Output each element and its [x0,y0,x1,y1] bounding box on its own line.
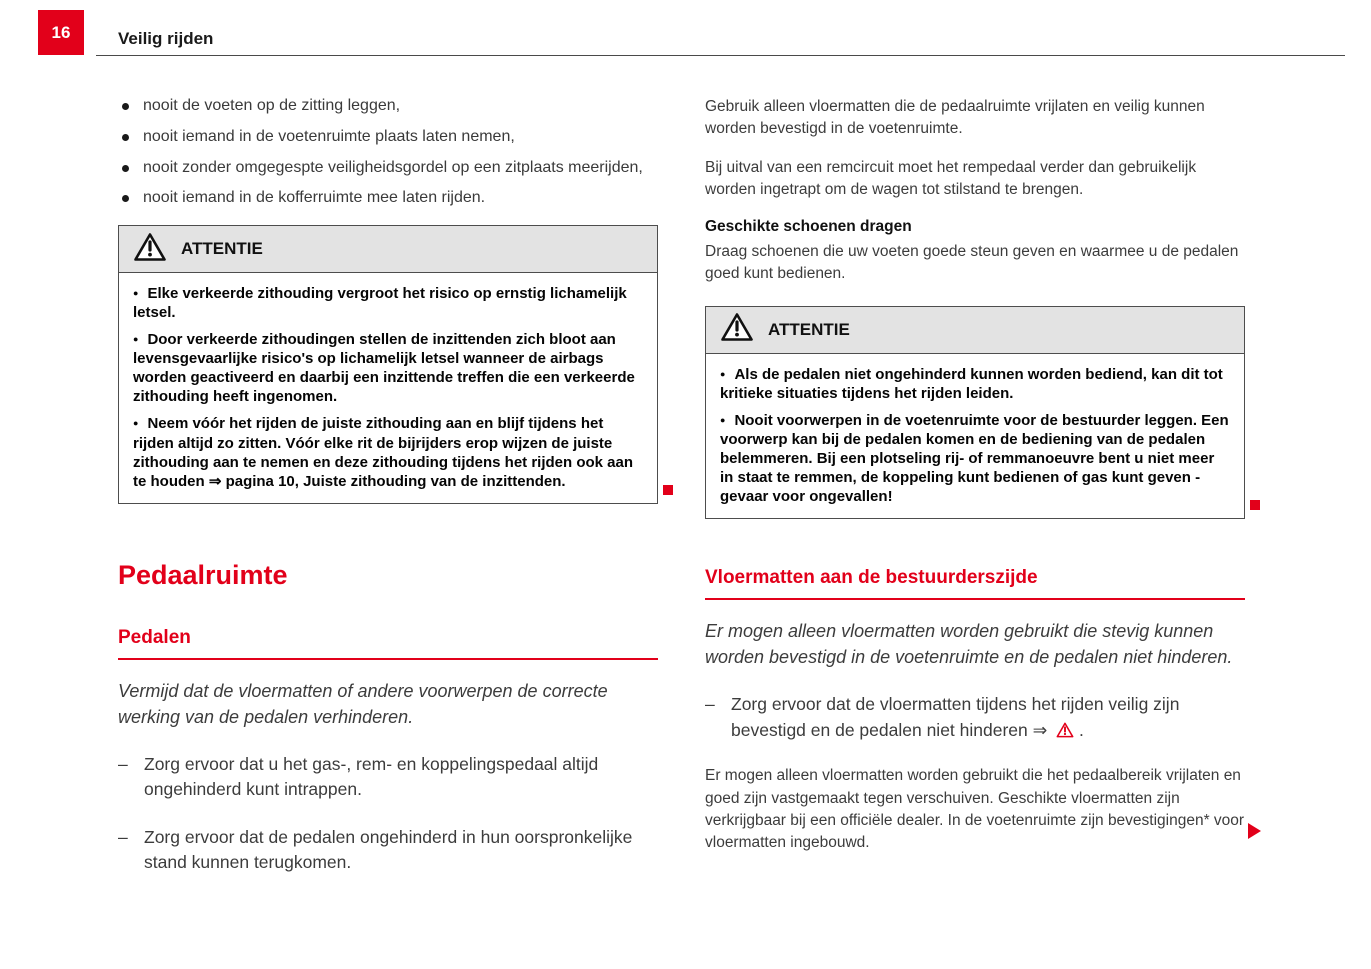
lead-paragraph: Vermijd dat de vloermatten of andere voorwerpen de correcte werking van de pedalen verhinderen. [118,680,608,727]
list-item [118,752,658,803]
attention-item: ● Als de pedalen niet ongehinderd kunnen worden bediend, kan dit tot kritieke situaties tijdens het rijden leiden. [720,365,1230,403]
attention-box [118,225,658,503]
list-item-text: nooit de voeten op de zitting leggen, [143,97,401,114]
attention-item: ● Nooit voorwerpen in de voetenruimte voor de bestuurder leggen. Een voorwerp kan bij de pedalen komen en de bediening van de pedalen belemmeren. Bij een plotseling rij- of remmanoeuvre bent u niet meer in staat te remmen, de koppeling kunt bedienen of gas kunt geven - gevaar voor ongevallen! [720,411,1230,506]
attention-title: ATTENTIE [181,239,263,259]
bullet-marker-icon [122,134,129,141]
paragraph: Gebruik alleen vloermatten die de pedaalruimte vrijlaten en veilig kunnen worden bevestigd in de voetenruimte. [705,98,1205,138]
warning-triangle-icon [133,232,167,267]
list-item [118,188,658,209]
list-item [118,96,658,117]
list-item-text: Zorg ervoor dat u het gas-, rem- en koppelingspedaal altijd ongehinderd kunt intrappen. [144,753,599,800]
attention-item: ● Door verkeerde zithoudingen stellen de inzittenden zich bloot aan levensgevaarlijke risico's op lichamelijk letsel wanneer de airbags worden geactiveerd en daarbij een inzittende treffen die een verkeerde zithouding heeft ingenomen. [133,330,643,406]
subsection-heading: Vloermatten aan de bestuurderszijde [705,567,1038,589]
attention-header [706,307,1244,354]
section-end-marker [1250,500,1260,510]
list-item [118,158,658,179]
inline-warning-icon [1056,722,1079,742]
next-page-icon [1248,823,1261,839]
dash-marker: – [118,826,128,847]
attention-header [119,226,657,273]
attention-title: ATTENTIE [768,319,850,339]
page-title: Veilig rijden [118,29,214,48]
bullet-marker-icon [122,165,129,172]
list-item [118,127,658,148]
bullet-marker-icon [122,103,129,110]
list-item-text [731,692,1245,745]
attention-item: ● Elke verkeerde zithouding vergroot het risico op ernstig lichamelijk letsel. [133,284,643,322]
bullet-marker-icon [122,195,129,202]
bullet-list [118,96,658,209]
heading-rule [118,658,658,660]
heading-rule [705,598,1245,600]
attention-item: ● Neem vóór het rijden de juiste zithouding aan en blijf tijdens het rijden altijd zo zitten. Vóór elke rit de bijrijders erop wijzen de juiste zithouding aan te nemen en deze zithouding tijdens het rijden ook aan te houden ⇒ pagina 10, Juiste zithouding van de inzittenden. [133,414,643,490]
right-column [705,96,1245,855]
attention-body [119,273,657,502]
subsection-heading: Pedalen [118,626,191,648]
list-item-text: Zorg ervoor dat de pedalen ongehinderd in hun oorspronkelijke stand kunnen terugkomen. [144,826,633,872]
page-number-badge [38,10,84,55]
list-item [118,825,658,876]
header-divider [96,55,1345,56]
dash-marker: – [118,753,128,774]
warning-triangle-icon [720,312,754,347]
bold-heading: Geschikte schoenen dragen [705,217,912,235]
list-item-text: nooit zonder omgegespte veiligheidsgordel op een zitplaats meerijden, [143,158,643,176]
page-number: 16 [51,22,71,42]
section-heading: Pedaalruimte [118,559,288,590]
paragraph: Draag schoenen die uw voeten goede steun geven en waarmee u de pedalen goed kunt bedienen. [705,242,1239,283]
attention-body [706,354,1244,518]
list-item-text-post: . [1079,719,1084,740]
list-item-text-pre: Zorg ervoor dat de vloermatten tijdens het rijden veilig zijn bevestigd en de pedalen niet hinderen ⇒ [731,694,1180,740]
section-end-marker [663,485,673,495]
lead-paragraph: Er mogen alleen vloermatten worden gebruikt die stevig kunnen worden bevestigd in de voetenruimte en de pedalen niet hinderen. [705,621,1233,668]
left-column [118,96,658,875]
attention-box [705,306,1245,519]
dash-marker: – [705,694,715,715]
paragraph: Bij uitval van een remcircuit moet het rempedaal verder dan gebruikelijk worden ingetrapt om de wagen tot stilstand te brengen. [705,158,1197,199]
list-item-text: nooit iemand in de voetenruimte plaats laten nemen, [143,127,515,145]
paragraph: Er mogen alleen vloermatten worden gebruikt die het pedaalbereik vrijlaten en goed zijn vastgemaakt tegen verschuiven. Geschikte vloermatten zijn verkrijgbaar bij een officiële dealer. In de voetenruimte zijn bevestigingen* voor vloermatten ingebouwd. [705,767,1245,852]
list-item [705,692,1245,745]
list-item-text: nooit iemand in de kofferruimte mee laten rijden. [143,189,486,207]
